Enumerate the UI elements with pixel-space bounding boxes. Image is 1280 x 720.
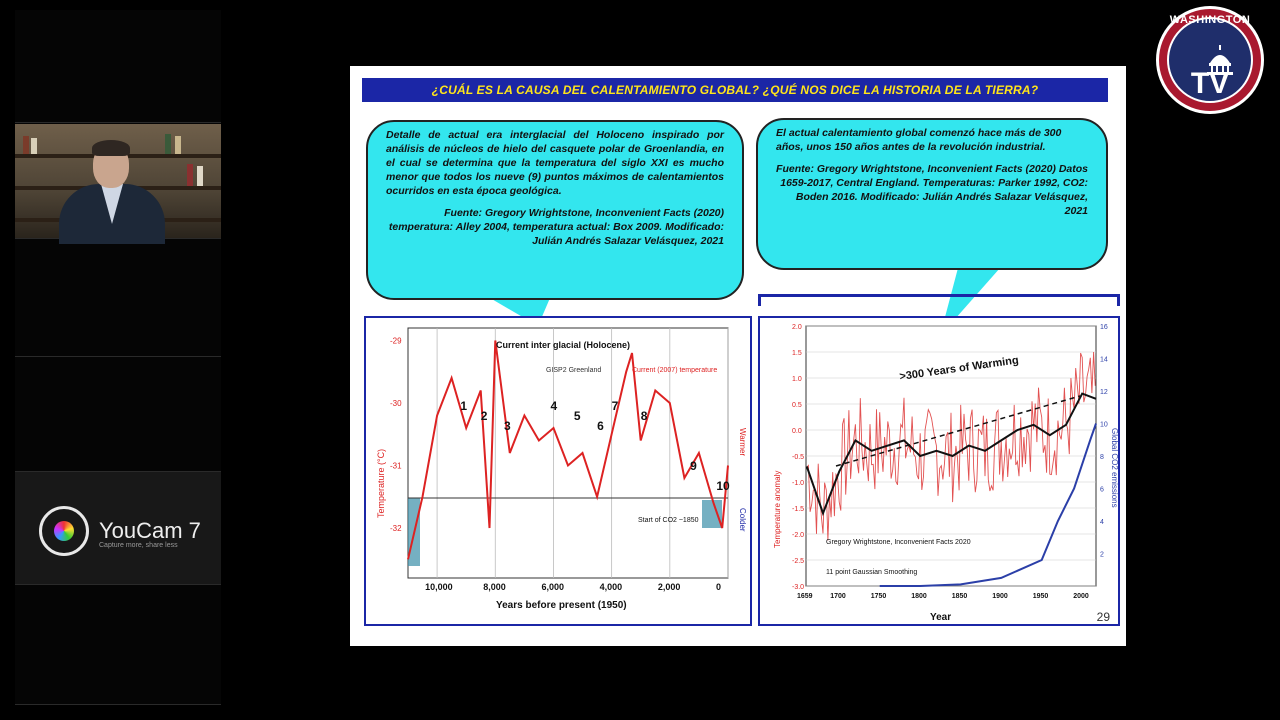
- y-axis-label: Temperature (°C): [376, 448, 386, 518]
- x-tick-label: 1850: [951, 593, 968, 600]
- peak-label: 4: [550, 399, 558, 413]
- y-left-tick-label: -3.0: [792, 584, 805, 591]
- holocene-chart-panel: [364, 316, 752, 626]
- x-tick-label: 1900: [992, 593, 1008, 600]
- washington-tv-logo: [1156, 6, 1264, 114]
- y-right-tick-label: 10: [1100, 421, 1108, 429]
- warming-chart: [760, 318, 1118, 624]
- y-left-tick-label: -1.0: [792, 480, 805, 487]
- current-temp-label: Current (2007) temperature: [632, 367, 718, 374]
- logo-top-text: WASHINGTON: [1169, 14, 1251, 26]
- callout-right-source: Fuente: Gregory Wrightstone, Inconvenient Facts (2020) Datos 1659-2017, Central England. Temperaturas: Parker 1992, CO2: Boden 2016. Modificado: Julián Andrés Salazar Velásquez, 2021: [776, 163, 1088, 217]
- x-tick-label: 1950: [1032, 593, 1049, 600]
- y-left-tick-label: 1.5: [792, 350, 802, 357]
- holocene-chart: [366, 318, 750, 624]
- peak-label: 3: [504, 419, 511, 433]
- y-tick-label: -31: [390, 461, 402, 471]
- right-y-axis-label: Global CO2 emissions: [1110, 428, 1119, 508]
- y-right-tick-label: 16: [1100, 324, 1108, 331]
- y-left-tick-label: 0.5: [792, 402, 802, 409]
- colder-label: Colder: [738, 508, 747, 532]
- x-tick-label: 1800: [911, 593, 927, 600]
- youcam-tagline: Capture more, share less: [99, 542, 178, 549]
- warmer-label: Warmer: [738, 428, 747, 457]
- callout-left-source: Fuente: Gregory Wrightstone, Inconvenient Facts (2020) temperatura: Alley 2004, temperatura actual: Box 2009. Modificado: Julián Andrés Salazar Velásquez, 2021: [388, 207, 724, 247]
- y-left-tick-label: -2.0: [792, 532, 805, 539]
- peak-label: 10: [716, 479, 730, 493]
- y-tick-label: -30: [390, 399, 402, 408]
- x-tick-label: 1659: [797, 593, 813, 600]
- y-right-tick-label: 2: [1100, 551, 1104, 559]
- participant-tile-speaker[interactable]: [15, 124, 221, 239]
- callout-bubble-right: [756, 118, 1108, 270]
- y-left-tick-label: 1.0: [792, 376, 802, 383]
- y-right-tick-label: 8: [1100, 454, 1104, 461]
- speaker-video: [15, 124, 221, 238]
- y-left-tick-label: 2.0: [792, 324, 802, 331]
- y-left-tick-label: -0.5: [792, 454, 805, 461]
- peak-label: 5: [573, 409, 581, 423]
- x-tick-label: 10,000: [425, 582, 453, 592]
- youcam-logo-icon: [39, 506, 89, 556]
- holocene-title: Current inter glacial (Holocene): [496, 340, 631, 350]
- x-tick-label: 2,000: [657, 582, 681, 592]
- slide-number: 29: [1096, 610, 1110, 624]
- y-left-tick-label: -1.5: [792, 506, 805, 513]
- y-right-tick-label: 4: [1100, 519, 1104, 526]
- year-axis-label: Year: [930, 612, 952, 623]
- y-left-tick-label: 0.0: [792, 428, 802, 435]
- y-right-tick-label: 14: [1100, 356, 1108, 364]
- x-tick-label: 2000: [1073, 593, 1089, 600]
- participant-tile-empty[interactable]: [15, 10, 221, 123]
- x-tick-label: 0: [716, 582, 722, 592]
- x-tick-label: 6,000: [541, 582, 564, 592]
- youcam-tile[interactable]: [15, 472, 221, 585]
- peak-label: 1: [460, 399, 468, 413]
- y-tick-label: -29: [390, 336, 402, 346]
- x-tick-label: 8,000: [483, 582, 506, 592]
- youcam-logo-text: YouCam 7: [99, 518, 201, 543]
- logo-tv-text: TV: [1190, 67, 1230, 100]
- y-tick-label: -32: [390, 524, 402, 533]
- x-axis-label: Years before present (1950): [496, 600, 627, 611]
- co2-start-label: Start of CO2 ~1850: [638, 517, 699, 524]
- peak-label: 8: [640, 409, 648, 423]
- chart-credit: Gregory Wrightstone, Inconvenient Facts 2020: [826, 539, 971, 546]
- y-right-tick-label: 6: [1100, 486, 1104, 494]
- warming-chart-panel: [758, 316, 1120, 626]
- participant-tile-empty[interactable]: [15, 357, 221, 472]
- cold-shade-late: [702, 500, 722, 528]
- y-left-tick-label: -2.5: [792, 558, 805, 565]
- slide-title: ¿CUÁL ES LA CAUSA DEL CALENTAMIENTO GLOBAL? ¿QUÉ NOS DICE LA HISTORIA DE LA TIERRA?: [362, 78, 1108, 102]
- participant-tile-empty[interactable]: [15, 585, 221, 705]
- callout-left-body: Detalle de actual era interglacial del Holoceno inspirado por análisis de núcleos de hielo del casquete polar de Groenlandia, en el cual se determina que la temperatura del siglo XXI es mucho menor que todos los nueve (9) puntos máximos de calentamientos ocurridos en esta época geológica.: [386, 129, 724, 197]
- callout-bubble-left: [366, 120, 744, 300]
- participant-tile-empty[interactable]: [15, 239, 221, 357]
- left-y-axis-label: Temperature anomaly: [773, 470, 782, 548]
- gisp2-label: GISP2 Greenland: [546, 367, 602, 374]
- peak-label: 2: [480, 409, 488, 423]
- x-tick-label: 1750: [870, 593, 887, 600]
- warming-title: >300 Years of Warming: [898, 354, 1020, 383]
- participant-strip: [15, 10, 221, 704]
- peak-label: 9: [690, 459, 697, 473]
- bracket-divider: [758, 294, 1120, 306]
- callout-right-body: El actual calentamiento global comenzó hace más de 300 años, unos 150 años antes de la revolución industrial.: [776, 127, 1062, 153]
- x-tick-label: 1700: [830, 593, 846, 600]
- y-right-tick-label: 12: [1100, 389, 1108, 396]
- peak-label: 6: [597, 419, 604, 433]
- peak-label: 7: [611, 399, 619, 413]
- smoothing-label: 11 point Gaussian Smoothing: [826, 569, 918, 576]
- presentation-slide: [350, 66, 1126, 646]
- x-tick-label: 4,000: [599, 582, 623, 592]
